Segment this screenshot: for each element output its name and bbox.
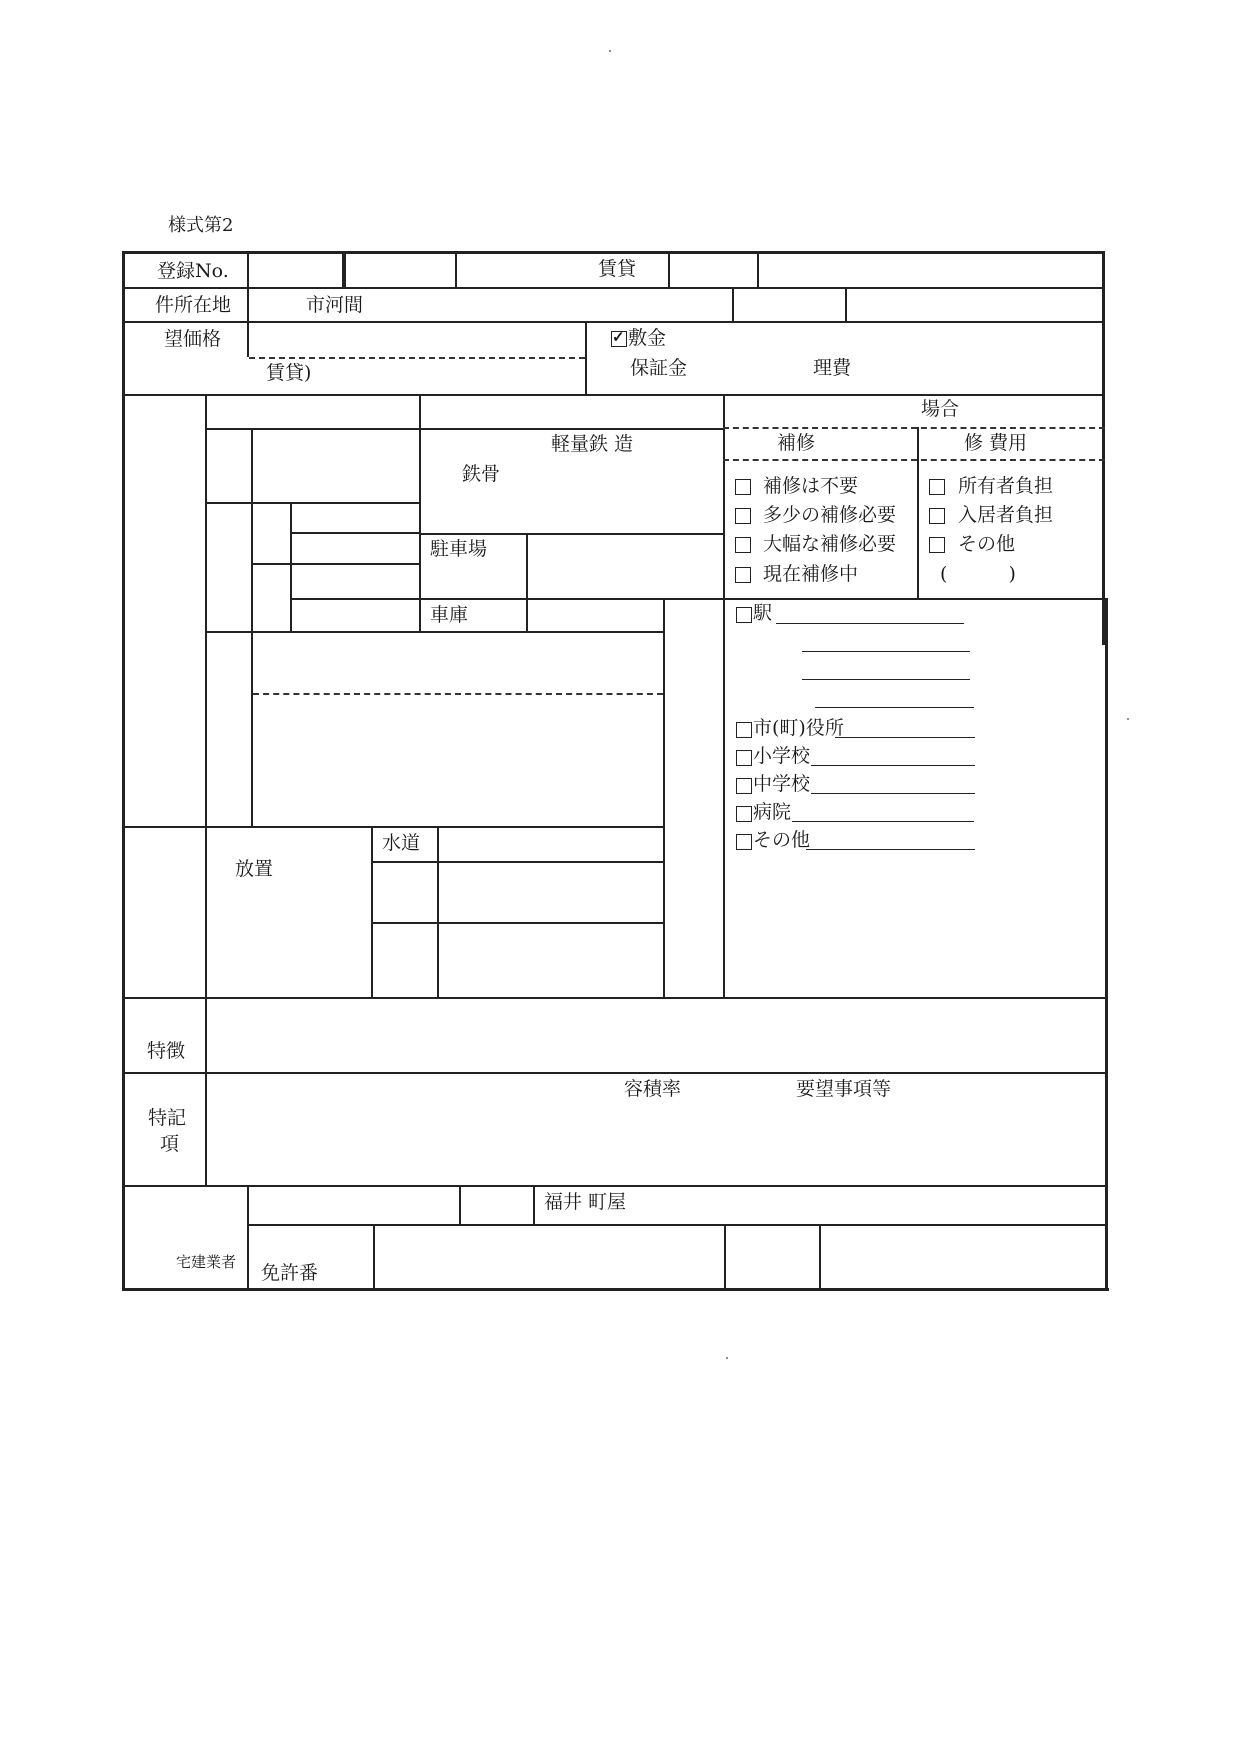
structure-bottom-line [419, 533, 723, 535]
features-label: 特徴 [147, 1040, 186, 1062]
nearby-left-divider [663, 598, 665, 999]
section-inner-left-line [205, 394, 207, 999]
building-row-line-4 [251, 563, 419, 565]
agent-mid-line [247, 1224, 1108, 1226]
registration-no-label: 登録No. [157, 260, 229, 282]
outer-border-right-upper [1102, 251, 1105, 645]
row3-divider [585, 321, 587, 394]
row1-divider-2 [455, 251, 457, 287]
repair-dashed-top [723, 427, 1105, 429]
scan-speck [1127, 718, 1129, 720]
utility-top-line [122, 826, 663, 828]
management-label: 理費 [813, 357, 852, 379]
notes-bottom-line [122, 1185, 1108, 1187]
water-label: 水道 [382, 832, 421, 854]
facility-checkbox[interactable] [736, 806, 752, 822]
utility-divider-1 [371, 826, 373, 999]
building-row-line-3 [290, 532, 419, 534]
outer-border-top [122, 251, 1105, 254]
requests-label: 要望事項等 [796, 1078, 892, 1100]
case-label: 場合 [921, 398, 960, 420]
repair-option-label: 多少の補修必要 [763, 504, 897, 526]
facility-checkbox[interactable] [736, 778, 752, 794]
facility-field-line [806, 849, 975, 850]
facility-field-line [811, 765, 975, 766]
facility-checkbox[interactable] [736, 722, 752, 738]
features-label-divider [205, 997, 207, 1187]
deposit-label: 敷金 [628, 327, 667, 349]
repair-option-checkbox[interactable] [735, 567, 751, 583]
row2-divider-2 [845, 287, 847, 321]
steel-frame-text: 鉄骨 [462, 463, 501, 485]
outer-border-bottom [122, 1288, 1109, 1291]
cost-option-label: その他 [958, 533, 1016, 555]
outer-border-right-lower [1105, 598, 1108, 1291]
repair-option-label: 補修は不要 [763, 475, 859, 497]
building-row-line-1 [205, 428, 723, 430]
repair-option-label: 大幅な補修必要 [763, 533, 897, 555]
features-bottom-line [122, 1072, 1108, 1074]
location-label: 件所在地 [155, 294, 232, 316]
agent-label: 宅建業者 [176, 1253, 237, 1271]
garage-label: 車庫 [430, 604, 469, 626]
utility-divider-2 [437, 826, 439, 999]
cost-other-paren: ( ) [940, 563, 1016, 585]
agent-row1-divider-2 [533, 1185, 535, 1224]
parking-divider [526, 533, 528, 631]
repair-header: 補修 [777, 432, 816, 454]
neglect-label: 放置 [235, 858, 274, 880]
building-sub-col-1 [251, 428, 253, 827]
label-col-divider-top [247, 251, 249, 357]
repair-mid-divider [917, 427, 919, 598]
cost-option-label: 所有者負担 [958, 475, 1054, 497]
agent-address-text: 福井 町屋 [544, 1191, 627, 1213]
facility-label: 市(町)役所 [753, 717, 844, 739]
guarantee-label: 保証金 [630, 357, 688, 379]
price-dashed-line [249, 357, 585, 359]
features-top-line [122, 997, 1108, 999]
city-label: 市河間 [306, 294, 364, 316]
station-field-line [815, 707, 974, 708]
cost-option-label: 入居者負担 [958, 504, 1054, 526]
building-row-line-6 [205, 631, 663, 633]
facility-label: 中学校 [753, 773, 811, 795]
repair-option-label: 現在補修中 [763, 563, 859, 585]
parking-label: 駐車場 [430, 538, 488, 560]
structure-text: 軽量鉄 造 [551, 433, 634, 455]
form-title: 様式第2 [168, 215, 234, 236]
repair-dashed-bottom [723, 459, 1105, 461]
row3-bottom-line [122, 394, 1105, 396]
rental-label: 賃貸 [598, 258, 637, 280]
facility-label: 病院 [753, 801, 792, 823]
notes-label-line1: 特記 [148, 1107, 187, 1129]
row1-divider-1b [344, 251, 346, 287]
cost-option-checkbox[interactable] [929, 537, 945, 553]
facility-label: 小学校 [753, 745, 811, 767]
deposit-checkbox[interactable] [611, 331, 627, 347]
station-field-line [776, 623, 964, 624]
agent-label-divider [247, 1185, 249, 1288]
facility-label: その他 [753, 829, 811, 851]
scan-speck [609, 50, 611, 52]
station-label: 駅 [753, 602, 773, 624]
station-checkbox[interactable] [736, 607, 752, 623]
agent-row1-divider-1 [459, 1185, 461, 1224]
building-row-line-2 [205, 502, 419, 504]
cost-option-checkbox[interactable] [929, 479, 945, 495]
facility-field-line [792, 821, 974, 822]
facility-field-line [811, 793, 975, 794]
outer-border-left [122, 251, 125, 1291]
cost-option-checkbox[interactable] [929, 508, 945, 524]
repair-option-checkbox[interactable] [735, 508, 751, 524]
station-field-line [802, 679, 970, 680]
utility-row-line-2 [371, 922, 663, 924]
utility-row-line-1 [371, 861, 663, 863]
floor-ratio-label: 容積率 [624, 1078, 682, 1100]
row2-divider-1 [732, 287, 734, 321]
row1-divider-4 [757, 251, 759, 287]
agent-row2-divider-2 [724, 1224, 726, 1288]
building-row-line-5 [290, 598, 1105, 600]
price-label: 望価格 [164, 328, 222, 350]
row1-bottom-line [122, 287, 1105, 289]
row1-divider-3 [668, 251, 670, 287]
right-panel-left-line [723, 394, 725, 999]
rental-note: 賃貸) [266, 362, 312, 384]
station-field-line [802, 651, 970, 652]
row2-bottom-line [122, 321, 1105, 323]
notes-label-line2: 項 [160, 1133, 180, 1155]
building-sub-col-2 [290, 502, 292, 631]
layout-dashed-line [253, 693, 663, 695]
cost-header: 修 費用 [964, 432, 1028, 454]
facility-field-line [835, 737, 975, 738]
repair-option-checkbox[interactable] [735, 479, 751, 495]
scan-speck [726, 1357, 728, 1359]
facility-checkbox[interactable] [736, 834, 752, 850]
agent-row2-divider-3 [819, 1224, 821, 1288]
facility-checkbox[interactable] [736, 750, 752, 766]
repair-option-checkbox[interactable] [735, 537, 751, 553]
license-label: 免許番 [261, 1262, 319, 1284]
agent-row2-divider-1 [373, 1224, 375, 1288]
